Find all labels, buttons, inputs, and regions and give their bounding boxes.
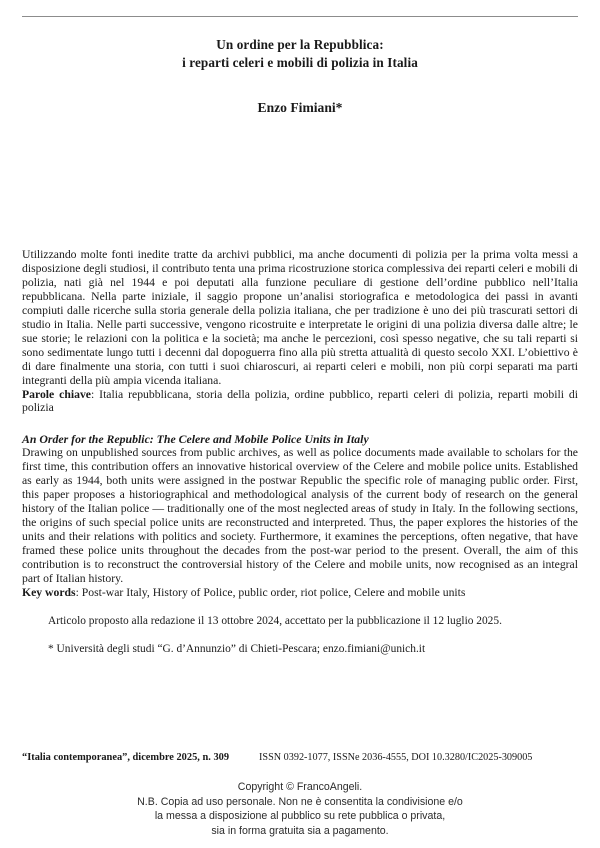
keywords-italian-label: Parole chiave xyxy=(22,387,91,401)
copyright-line-1: Copyright © FrancoAngeli. xyxy=(237,781,363,793)
submission-note: Articolo proposto alla redazione il 13 ottobre 2024, accettato per la pubblicazione il 12 luglio 2025. xyxy=(48,614,502,627)
article-title-line-1: Un ordine per la Repubblica: xyxy=(216,37,384,52)
copyright-line-2: N.B. Copia ad uso personale. Non ne è consentita la condivisione e/o xyxy=(137,795,463,808)
section-spacer xyxy=(22,415,578,432)
keywords-english-values: Post-war Italy, History of Police, public order, riot police, Celere and mobile units xyxy=(81,585,466,599)
keywords-italian xyxy=(22,388,578,416)
journal-identifiers: ISSN 0392-1077, ISSNe 2036-4555, DOI 10.3280/IC2025-309005 xyxy=(259,752,533,763)
abstract-english: Drawing on unpublished sources from public archives, as well as police documents made available to scholars for the first time, this contribution offers an innovative historical overview of the Celere and mobile police units. Established as early as 1944, both units were assigned in the postwar Republic the specific role of managing public order. First, this paper proposes a historiographical and methodological analysis of the current body of research on the general history of the Italian police — traditionally one of the most neglected areas of study in Italy. In the following sections, the origins of such special police units are reconstructed and interpreted. Thus, the paper explores the histories of the units and their relations with politics and society. Furthermore, it examines the perceptions, often negative, that have framed these police units throughout the decades from the post-war period to the present. Overall, the aim of this contribution is to reconstruct the controversial history of the Celere and mobile units, now recognised as an integral part of Italian history. xyxy=(22,446,578,586)
abstract-italian: Utilizzando molte fonti inedite tratte da archivi pubblici, ma anche documenti di polizia per la prima volta messi a disposizione degli studiosi, il contributo tenta una prima ricostruzione storica complessiva dei reparti celeri e mobili di polizia, nati già nel 1944 e poi deputati alla funzione peculiare di gestione dell’ordine pubblico nell’Italia repubblicana. Nella parte iniziale, il saggio propone un’analisi storiografica e metodologica dei passi in avanti compiuti dalle ricerche sulla storia generale della polizia italiana, che per tradizione è uno dei più trascurati settori di studio in Italia. Nelle parti successive, vengono ricostruite e interpretate le origini di una polizia diversa dalle altre; le sue storie; le relazioni con la politica e la società; ma anche le percezioni, così spesso negative, che su tali reparti si sono sedimentate lungo tutti i decenni dal dopoguerra fino alla più stretta attualità di questo secolo XXI. L’obiettivo è di dare finalmente una storia, con tutti i suoi chiaroscuri, ai reparti celeri e mobili, non più corpi separati ma parti integranti della più ampia vicenda italiana. xyxy=(22,248,578,387)
section-spacer-2 xyxy=(22,600,578,614)
section-spacer-3 xyxy=(22,628,578,642)
copyright-line-4: sia in forma gratuita sia a pagamento. xyxy=(211,824,389,837)
author-name: Enzo Fimiani* xyxy=(257,100,343,115)
article-title-line-2: i reparti celeri e mobili di polizia in Italia xyxy=(182,54,418,70)
abstract-english-title: An Order for the Republic: The Celere and Mobile Police Units in Italy xyxy=(22,432,369,447)
title-author-block xyxy=(22,0,578,116)
keywords-english xyxy=(22,586,578,600)
page-title xyxy=(22,36,578,71)
keywords-italian-values: Italia repubblicana, storia della polizia, ordine pubblico, reparti celeri di polizia, reparti mobili di polizia xyxy=(22,387,578,415)
copyright-notice xyxy=(0,780,600,838)
affiliation-footnote: * Università degli studi “G. d’Annunzio” di Chieti-Pescara; enzo.fimiani@unich.it xyxy=(48,642,426,655)
journal-name: “Italia contemporanea”, dicembre 2025, n. 309 xyxy=(22,752,230,763)
abstract-section xyxy=(22,248,578,656)
copyright-line-3: la messa a disposizione al pubblico su rete pubblica o privata, xyxy=(154,810,446,823)
keywords-italian-separator: : xyxy=(90,387,100,401)
keywords-english-separator: : xyxy=(75,585,82,599)
journal-citation-line xyxy=(22,751,578,764)
keywords-english-label: Key words xyxy=(22,585,76,599)
